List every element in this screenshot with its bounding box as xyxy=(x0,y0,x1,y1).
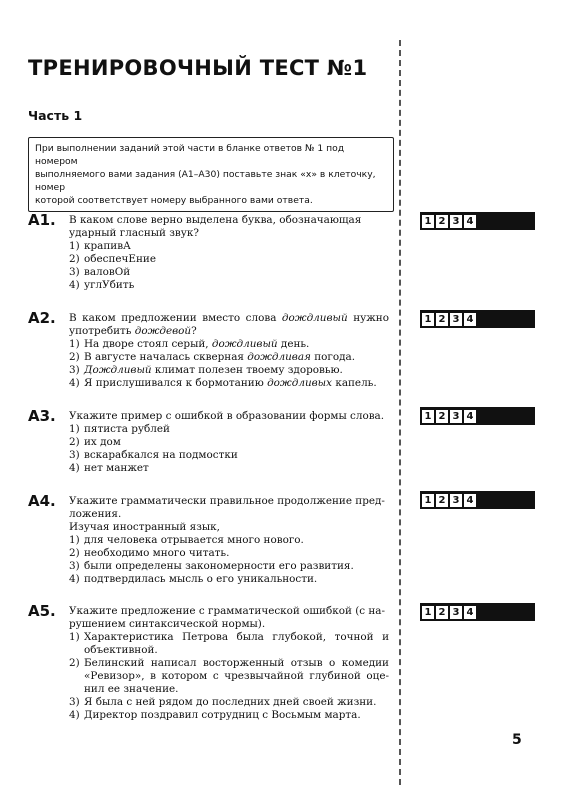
question-prompt xyxy=(69,312,389,338)
option-text: крапивА xyxy=(84,240,131,252)
instruction-line: выполняемого вами задания (А1–А30) поставьте знак «x» в клеточку, номер xyxy=(35,169,376,193)
answer-cell[interactable]: 4 xyxy=(464,494,476,507)
answer-grid-a2 xyxy=(420,310,535,328)
instruction-line: которой соответствует номеру выбранного вами ответа. xyxy=(35,195,313,206)
answer-option xyxy=(69,534,389,547)
option-italic: дождливая xyxy=(247,351,311,363)
question-prompt: ложения. xyxy=(69,508,122,520)
option-number: 2) xyxy=(69,657,80,669)
option-number: 1) xyxy=(69,534,80,546)
question-number: A1. xyxy=(28,211,56,229)
option-text: Я была с ней рядом до последних дней своей жизни. xyxy=(84,696,377,708)
option-text: необходимо много читать. xyxy=(84,547,230,559)
option-number: 1) xyxy=(69,631,80,643)
option-italic: дождливый xyxy=(211,338,278,350)
option-text xyxy=(84,364,389,377)
instruction-line: При выполнении заданий этой части в бланке ответов № 1 под номером xyxy=(35,143,345,167)
option-text-part: На дворе стоял серый, xyxy=(84,338,212,350)
answer-option xyxy=(69,547,389,560)
option-number: 1) xyxy=(69,338,80,350)
option-text: Характеристика Петрова была глубокой, точной и объективной. xyxy=(84,631,389,656)
option-text: для человека отрывается много нового. xyxy=(84,534,304,546)
answer-option xyxy=(69,364,389,377)
option-number: 3) xyxy=(69,266,80,278)
option-text: валовОй xyxy=(84,266,131,278)
answer-cell[interactable]: 1 xyxy=(422,606,434,619)
option-number: 4) xyxy=(69,573,80,585)
answer-option xyxy=(69,279,389,292)
answer-cell[interactable]: 4 xyxy=(464,410,476,423)
answer-cell[interactable]: 1 xyxy=(422,313,434,326)
answer-grid-a4 xyxy=(420,491,535,509)
option-number: 4) xyxy=(69,377,80,389)
option-number: 2) xyxy=(69,547,80,559)
question-number: A5. xyxy=(28,602,56,620)
option-text: обеспечЕние xyxy=(84,253,157,265)
question-body xyxy=(69,495,389,586)
question-prompt: ударный гласный звук? xyxy=(69,227,199,239)
answer-cell[interactable]: 1 xyxy=(422,410,434,423)
answer-option xyxy=(69,631,389,657)
option-text xyxy=(84,377,389,390)
answer-grid-a1 xyxy=(420,212,535,230)
option-number: 1) xyxy=(69,240,80,252)
question-prompt: В каком слове верно выделена буква, обозначающая xyxy=(69,214,362,226)
answer-option xyxy=(69,709,389,722)
prompt-italic: дождливый xyxy=(281,312,348,324)
page-number: 5 xyxy=(512,732,522,748)
part-heading: Часть 1 xyxy=(28,108,83,123)
option-text: Директор поздравил сотрудниц с Восьмым марта. xyxy=(84,709,361,721)
answer-option xyxy=(69,240,389,253)
answer-option xyxy=(69,266,389,279)
answer-option xyxy=(69,462,389,475)
page-title: ТРЕНИРОВОЧНЫЙ ТЕСТ №1 xyxy=(28,56,368,80)
answer-option xyxy=(69,377,389,390)
option-number: 1) xyxy=(69,423,80,435)
option-text-part: погода. xyxy=(310,351,356,363)
answer-cell[interactable]: 4 xyxy=(464,606,476,619)
answer-option xyxy=(69,560,389,573)
question-prompt: Укажите грамматически правильное продолжение пред- xyxy=(69,495,385,507)
answer-grid-a3 xyxy=(420,407,535,425)
question-body xyxy=(69,605,389,722)
question-body xyxy=(69,410,389,475)
option-text: пятиста рублей xyxy=(84,423,170,435)
option-text-part: Я прислушивался к бормотанию xyxy=(84,377,268,389)
option-text: углУбить xyxy=(84,279,135,291)
prompt-italic: дождевой xyxy=(134,325,192,337)
option-number: 4) xyxy=(69,279,80,291)
answer-cell[interactable]: 2 xyxy=(436,215,448,228)
question-prompt: рушением синтаксической нормы). xyxy=(69,618,266,630)
option-number: 3) xyxy=(69,364,80,376)
option-number: 2) xyxy=(69,351,80,363)
answer-option xyxy=(69,449,389,462)
answer-option xyxy=(69,657,389,696)
question-prompt: Укажите пример с ошибкой в образовании формы слова. xyxy=(69,410,385,422)
option-italic: дождливых xyxy=(267,377,333,389)
question-number: A3. xyxy=(28,407,56,425)
option-number: 2) xyxy=(69,436,80,448)
prompt-text: В каком предложении вместо слова xyxy=(69,312,282,324)
answer-cell[interactable]: 2 xyxy=(436,313,448,326)
option-number: 3) xyxy=(69,449,80,461)
option-text-part: В августе началась скверная xyxy=(84,351,248,363)
option-italic: Дождливый xyxy=(84,364,152,376)
answer-option xyxy=(69,338,389,351)
option-text-part: климат полезен твоему здоровью. xyxy=(151,364,343,376)
option-number: 4) xyxy=(69,709,80,721)
question-prompt: Изучая иностранный язык, xyxy=(69,521,220,533)
option-number: 2) xyxy=(69,253,80,265)
answer-option xyxy=(69,436,389,449)
answer-option xyxy=(69,253,389,266)
option-text: Белинский написал восторженный отзыв о комедии «Ревизор», в котором с чрезвычайной глубиной оце-нил ее значение. xyxy=(84,657,389,695)
option-text: были определены закономерности его развития. xyxy=(84,560,354,572)
answer-cell[interactable]: 3 xyxy=(450,313,462,326)
answer-cell[interactable]: 2 xyxy=(436,606,448,619)
answer-cell[interactable]: 3 xyxy=(450,215,462,228)
answer-cell[interactable]: 4 xyxy=(464,313,476,326)
question-body xyxy=(69,312,389,390)
answer-option xyxy=(69,423,389,436)
option-number: 4) xyxy=(69,462,80,474)
option-number: 3) xyxy=(69,560,80,572)
answer-cell[interactable]: 2 xyxy=(436,494,448,507)
answer-cell[interactable]: 3 xyxy=(450,494,462,507)
option-text: нет манжет xyxy=(84,462,149,474)
option-text-part: капель. xyxy=(332,377,377,389)
question-prompt: Укажите предложение с грамматической ошибкой (с на- xyxy=(69,605,386,617)
option-text: вскарабкался на подмостки xyxy=(84,449,238,461)
answer-option xyxy=(69,351,389,364)
answer-cell[interactable]: 3 xyxy=(450,410,462,423)
prompt-text: ? xyxy=(191,325,197,337)
answer-option xyxy=(69,696,389,709)
question-body xyxy=(69,214,389,292)
answer-grid-a5 xyxy=(420,603,535,621)
option-text-part: день. xyxy=(277,338,310,350)
answer-option xyxy=(69,573,389,586)
option-text: их дом xyxy=(84,436,121,448)
question-number: A4. xyxy=(28,492,56,510)
cut-line-divider xyxy=(399,40,401,785)
option-text xyxy=(84,351,389,364)
answer-cell[interactable]: 4 xyxy=(464,215,476,228)
option-text xyxy=(84,338,389,351)
answer-cell[interactable]: 1 xyxy=(422,494,434,507)
answer-cell[interactable]: 2 xyxy=(436,410,448,423)
instructions-box xyxy=(28,137,394,212)
answer-cell[interactable]: 1 xyxy=(422,215,434,228)
option-number: 3) xyxy=(69,696,80,708)
prompt-text: нужно употребить xyxy=(69,312,389,337)
answer-cell[interactable]: 3 xyxy=(450,606,462,619)
question-number: A2. xyxy=(28,309,56,327)
option-text: подтвердилась мысль о его уникальности. xyxy=(84,573,318,585)
